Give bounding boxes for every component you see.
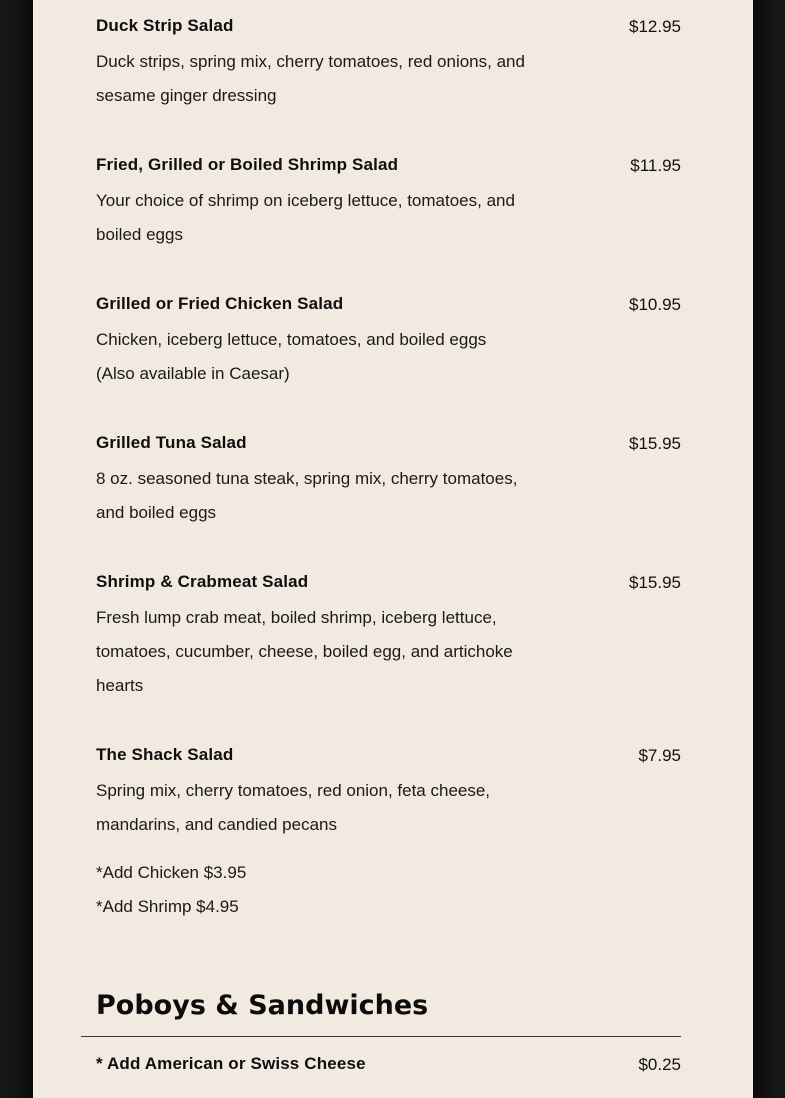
item-description [96,184,566,252]
salad-addons [96,856,566,924]
item-description [96,323,566,391]
description-line: sesame ginger dressing [96,86,277,105]
item-name: Grilled or Fried Chicken Salad [96,294,344,313]
description-line: Chicken, iceberg lettuce, tomatoes, and boiled eggs [96,330,487,349]
description-line: Fresh lump crab meat, boiled shrimp, iceberg lettuce, [96,608,497,627]
item-description [96,45,566,113]
description-line: 8 oz. seasoned tuna steak, spring mix, cherry tomatoes, [96,469,518,488]
item-name: The Shack Salad [96,745,234,764]
item-price: $7.95 [638,746,681,765]
page-shadow-right [753,0,773,1098]
description-line: Spring mix, cherry tomatoes, red onion, feta cheese, [96,781,491,800]
description-line: tomatoes, cucumber, cheese, boiled egg, and artichoke [96,642,513,661]
item-price: $12.95 [629,17,681,36]
addon-shrimp: *Add Shrimp $4.95 [96,897,239,916]
description-line: (Also available in Caesar) [96,364,290,383]
description-line: Duck strips, spring mix, cherry tomatoes, red onions, and [96,52,525,71]
item-description [96,774,566,842]
item-price: $10.95 [629,295,681,314]
item-price: $15.95 [629,434,681,453]
page-shadow-left [13,0,33,1098]
description-line: boiled eggs [96,225,183,244]
item-name: Duck Strip Salad [96,16,234,35]
item-price: $11.95 [630,156,681,175]
item-price: $15.95 [629,573,681,592]
addon-chicken: *Add Chicken $3.95 [96,863,247,882]
section-heading-poboys: Poboys & Sandwiches [96,990,429,1021]
item-name: * Add American or Swiss Cheese [96,1054,366,1073]
description-line: and boiled eggs [96,503,217,522]
description-line: Your choice of shrimp on iceberg lettuce, tomatoes, and [96,191,515,210]
description-line: hearts [96,676,144,695]
item-price: $0.25 [638,1055,681,1074]
item-name: Shrimp & Crabmeat Salad [96,572,309,591]
item-name: Fried, Grilled or Boiled Shrimp Salad [96,155,399,174]
item-name: Grilled Tuna Salad [96,433,247,452]
section-divider [81,1036,681,1037]
description-line: mandarins, and candied pecans [96,815,337,834]
item-description [96,601,566,703]
item-description [96,462,566,530]
